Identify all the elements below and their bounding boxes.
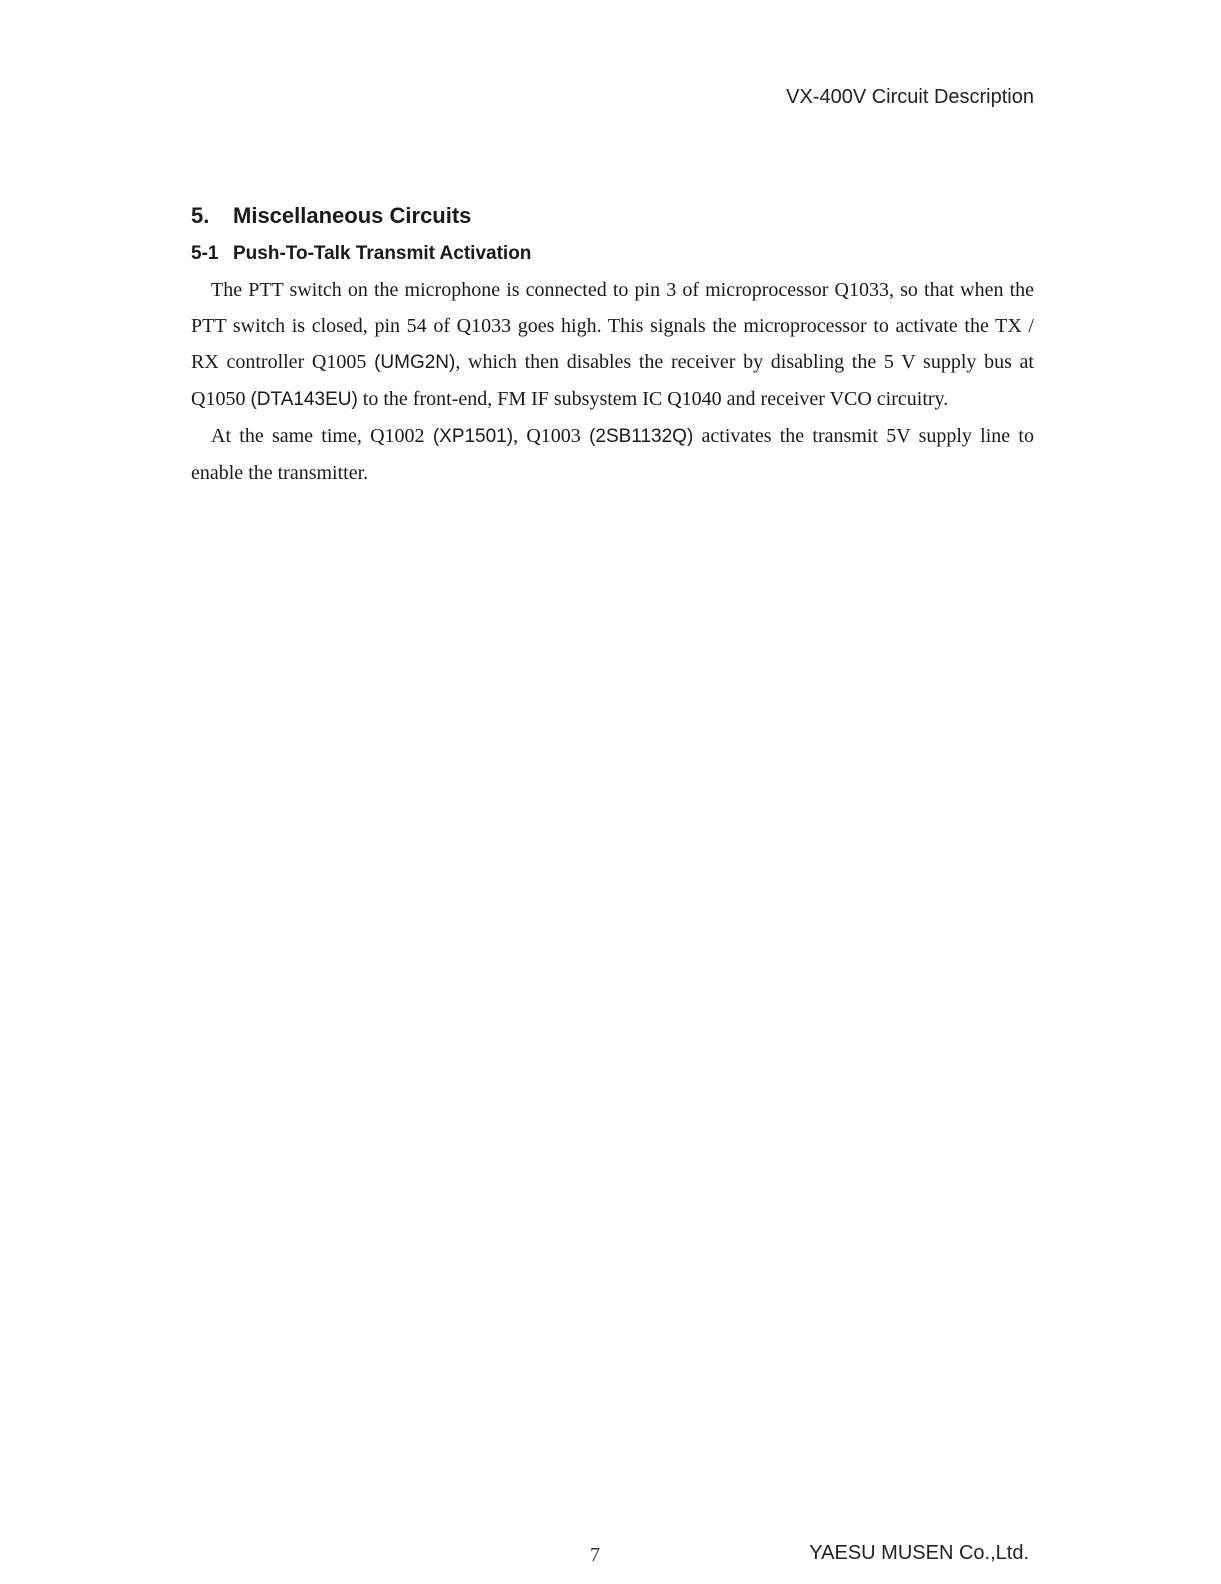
part-number: (2SB1132Q) bbox=[589, 426, 694, 447]
page-content bbox=[191, 202, 1034, 491]
section-number: 5. bbox=[191, 203, 210, 228]
running-header: VX-400V Circuit Description bbox=[786, 86, 1034, 108]
paragraph-text: activates the transmit 5V supply line to enable the transmitter. bbox=[191, 425, 1034, 484]
paragraph-text: The PTT switch on the microphone is connected to pin 3 of microprocessor Q1033, so that when the PTT switch is closed, pin 54 of Q1033 goes high. This signals the microprocessor to activate the TX / RX controller Q1005 bbox=[191, 279, 1034, 373]
page-number: 7 bbox=[590, 1544, 600, 1566]
paragraph-text: , which then disables the receiver by disabling the 5 V supply bus at Q1050 bbox=[191, 351, 1034, 410]
paragraph-text: to the front-end, FM IF subsystem IC Q1040 and receiver VCO circuitry. bbox=[357, 388, 949, 410]
footer-company: YAESU MUSEN Co.,Ltd. bbox=[809, 1542, 1029, 1564]
subsection-title: Push-To-Talk Transmit Activation bbox=[233, 243, 532, 264]
subsection-number: 5-1 bbox=[191, 243, 219, 264]
part-number: (XP1501) bbox=[432, 426, 514, 447]
paragraph-transmit-supply bbox=[191, 418, 1034, 491]
section-heading bbox=[191, 202, 1034, 230]
part-number: (DTA143EU) bbox=[250, 389, 358, 410]
part-number: (UMG2N) bbox=[374, 352, 456, 373]
paragraph-text: At the same time, Q1002 bbox=[211, 425, 433, 447]
paragraph-ptt-activation bbox=[191, 272, 1034, 418]
paragraph-text: , Q1003 bbox=[513, 425, 590, 447]
section-title: Miscellaneous Circuits bbox=[233, 203, 472, 228]
subsection-heading bbox=[191, 242, 1034, 266]
